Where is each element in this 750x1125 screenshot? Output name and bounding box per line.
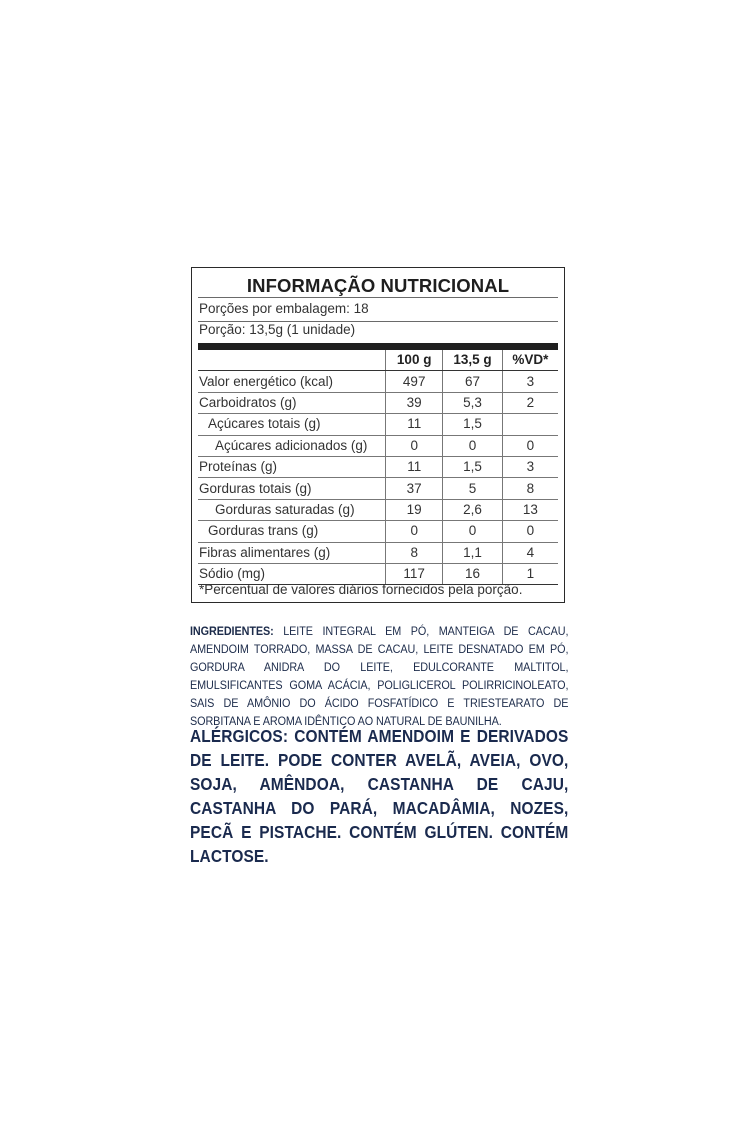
value-per-100g: 37 <box>386 478 443 499</box>
table-row <box>198 499 558 520</box>
header-per-serving: 13,5 g <box>443 350 503 371</box>
table-row <box>198 478 558 499</box>
value-per-serving: 5,3 <box>443 392 503 413</box>
nutrient-name: Valor energético (kcal) <box>198 371 386 392</box>
value-per-serving: 0 <box>443 435 503 456</box>
value-per-100g: 0 <box>386 521 443 542</box>
table-row <box>198 435 558 456</box>
value-per-serving: 1,1 <box>443 542 503 563</box>
value-daily: 4 <box>502 542 558 563</box>
value-per-100g: 497 <box>386 371 443 392</box>
header-per-100g: 100 g <box>386 350 443 371</box>
value-per-100g: 19 <box>386 499 443 520</box>
value-per-serving: 1,5 <box>443 456 503 477</box>
value-per-100g: 11 <box>386 456 443 477</box>
value-daily: 8 <box>502 478 558 499</box>
nutrient-name: Açúcares adicionados (g) <box>198 435 386 456</box>
nutrient-name: Gorduras saturadas (g) <box>198 499 386 520</box>
value-daily <box>502 414 558 435</box>
value-daily: 1 <box>502 563 558 584</box>
value-daily: 2 <box>502 392 558 413</box>
allergens-text: ALÉRGICOS: CONTÉM AMENDOIM E DERIVADOS DE LEITE. PODE CONTER AVELÃ, AVEIA, OVO, SOJA, AMÊNDOA, CASTANHA DE CAJU, CASTANHA DO PARÁ, MACADÂMIA, NOZES, PECÃ E PISTACHE. CONTÉM GLÚTEN. CONTÉM LACTOSE. <box>190 726 569 866</box>
ingredients-label: INGREDIENTES: <box>190 624 274 638</box>
table-row <box>198 456 558 477</box>
nutrition-facts-panel <box>191 267 565 603</box>
nutrition-table <box>198 350 558 585</box>
value-per-serving: 16 <box>443 563 503 584</box>
value-daily: 3 <box>502 371 558 392</box>
nutrient-name: Gorduras totais (g) <box>198 478 386 499</box>
thick-divider <box>198 343 558 350</box>
value-per-serving: 5 <box>443 478 503 499</box>
value-per-serving: 1,5 <box>443 414 503 435</box>
table-header-row <box>198 350 558 371</box>
divider <box>198 297 558 298</box>
value-daily: 0 <box>502 521 558 542</box>
value-per-serving: 0 <box>443 521 503 542</box>
table-row <box>198 521 558 542</box>
nutrient-name: Carboidratos (g) <box>198 392 386 413</box>
header-daily-value: %VD* <box>502 350 558 371</box>
value-per-serving: 67 <box>443 371 503 392</box>
table-row <box>198 371 558 392</box>
value-per-100g: 39 <box>386 392 443 413</box>
ingredients-list: LEITE INTEGRAL EM PÓ, MANTEIGA DE CACAU, AMENDOIM TORRADO, MASSA DE CACAU, LEITE DESNATADO EM PÓ, GORDURA ANIDRA DO LEITE, EDULCORANTE MALTITOL, EMULSIFICANTES GOMA ACÁCIA, POLIGLICEROL POLIRRICINOLEATO, SAIS DE AMÔNIO DO ÁCIDO FOSFATÍDICO E TRIESTEARATO DE SORBITANA E AROMA IDÊNTICO AO NATURAL DE BAUNILHA. <box>190 624 569 729</box>
nutrient-name: Sódio (mg) <box>198 563 386 584</box>
table-row <box>198 392 558 413</box>
value-daily: 3 <box>502 456 558 477</box>
servings-per-package: Porções por embalagem: 18 <box>199 301 369 316</box>
table-row <box>198 414 558 435</box>
table-row <box>198 542 558 563</box>
nutrient-name: Fibras alimentares (g) <box>198 542 386 563</box>
nutrient-name: Proteínas (g) <box>198 456 386 477</box>
header-nutrient <box>198 350 386 371</box>
value-per-100g: 8 <box>386 542 443 563</box>
ingredients-text <box>190 622 568 731</box>
value-daily: 0 <box>502 435 558 456</box>
value-per-100g: 0 <box>386 435 443 456</box>
nutrient-name: Açúcares totais (g) <box>198 414 386 435</box>
value-per-100g: 11 <box>386 414 443 435</box>
nutrient-name: Gorduras trans (g) <box>198 521 386 542</box>
value-per-serving: 2,6 <box>443 499 503 520</box>
value-daily: 13 <box>502 499 558 520</box>
nutrition-title: INFORMAÇÃO NUTRICIONAL <box>246 275 510 296</box>
serving-size: Porção: 13,5g (1 unidade) <box>199 322 356 337</box>
footnote: *Percentual de valores diários fornecidos pela porção. <box>199 582 523 597</box>
value-per-100g: 117 <box>386 563 443 584</box>
